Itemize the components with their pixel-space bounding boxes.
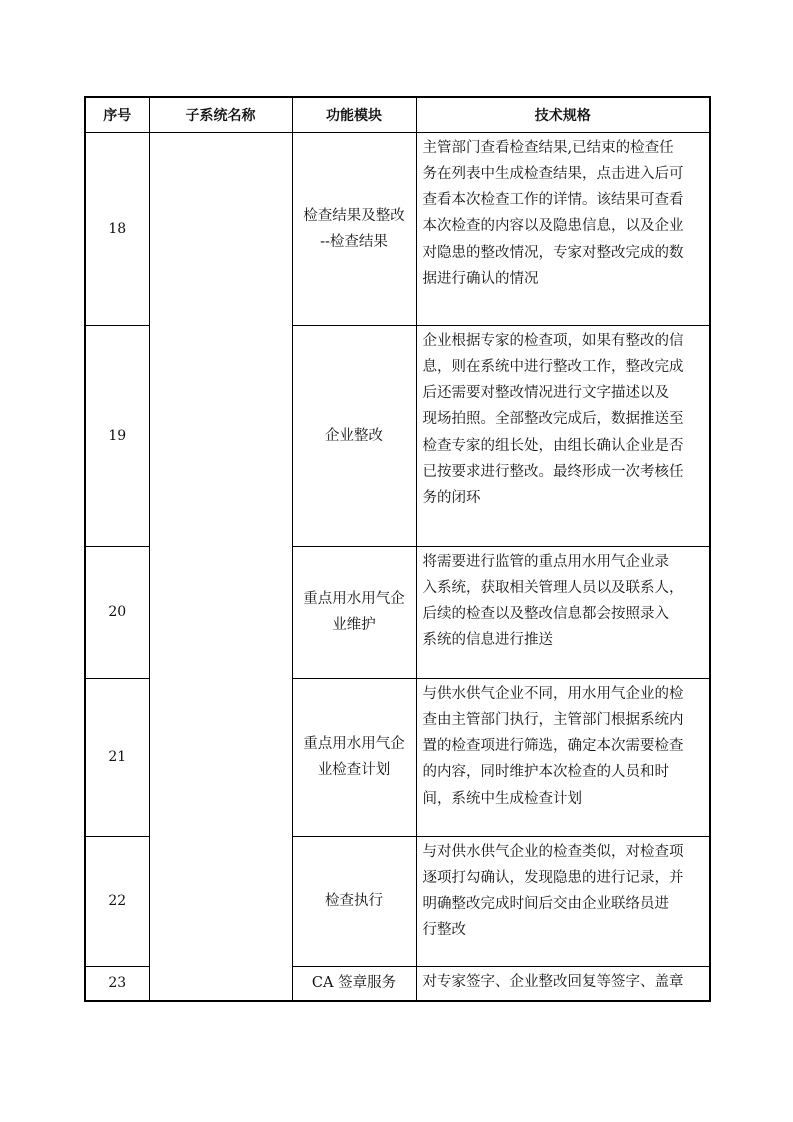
header-subsystem: 子系统名称 [149,97,292,132]
spec-cell [416,546,710,678]
table-header-row [85,97,710,132]
row-index: 22 [85,836,149,966]
header-index: 序号 [85,97,149,132]
spec-line: 务在列表中生成检查结果，点击进入后可 [422,165,684,182]
row-index: 20 [85,546,149,678]
spec-line: 已按要求进行整改。最终形成一次考核任 [422,463,684,480]
spec-cell [416,678,710,836]
spec-line: 企业根据专家的检查项，如果有整改的信 [422,332,684,349]
spec-line: 入系统，获取相关管理人员以及联系人， [422,579,684,596]
spec-line: 息，则在系统中进行整改工作，整改完成 [422,358,684,375]
row-index: 21 [85,678,149,836]
spec-line: 检查专家的组长处，由组长确认企业是否 [422,437,684,454]
spec-line: 行整改 [422,922,466,939]
module-line: 重点用水用气企 [303,591,405,607]
spec-line: 系统的信息进行推送 [422,632,553,649]
spec-line: 的内容，同时维护本次检查的人员和时 [422,764,669,781]
spec-line: 与对供水供气企业的检查类似，对检查项 [422,843,684,860]
spec-line: 查由主管部门执行，主管部门根据系统内 [422,711,684,728]
spec-cell [416,325,710,546]
spec-line: 本次检查的内容以及隐患信息，以及企业 [422,218,684,235]
module-line: --检查结果 [320,233,388,250]
module-line: 检查结果及整改 [303,207,405,224]
spec-line: 逐项打勾确认，发现隐患的进行记录，并 [422,869,684,886]
spec-line: 置的检查项进行筛选，确定本次需要检查 [422,738,684,755]
header-spec: 技术规格 [416,97,710,132]
row-index: 23 [85,966,149,1001]
spec-line: 明确整改完成时间后交由企业联络员进 [422,896,669,913]
module-cell [292,546,416,678]
module-line: 业检查计划 [317,762,391,778]
spec-line: 现场拍照。全部整改完成后，数据推送至 [422,411,684,428]
row-index: 18 [85,132,149,325]
module-line: 业维护 [332,617,376,633]
header-module: 功能模块 [292,97,416,132]
spec-line: 务的闭环 [422,490,481,507]
module-cell [292,966,416,1001]
spec-line: 将需要进行监管的重点用水用气企业录 [422,553,669,570]
table-row [85,132,710,325]
spec-line: 后还需要对整改情况进行文字描述以及 [422,385,669,402]
spec-line: 主管部门查看检查结果,已结束的检查任 [422,139,674,156]
spec-line: 查看本次检查工作的详情。该结果可查看 [422,192,684,209]
module-line: 重点用水用气企 [303,736,405,752]
spec-line: 对专家签字、企业整改回复等签字、盖章 [422,973,684,990]
spec-table [84,96,711,1002]
spec-cell [416,966,710,1001]
subsystem-cell [149,132,292,1001]
spec-cell [416,132,710,325]
module-cell [292,325,416,546]
module-line: 企业整改 [325,427,383,444]
module-cell [292,836,416,966]
module-cell [292,132,416,325]
spec-line: 后续的检查以及整改信息都会按照录入 [422,606,669,623]
module-line: 检查执行 [325,893,383,909]
spec-line: 与供水供气企业不同，用水用气企业的检 [422,685,684,702]
spec-line: 间，系统中生成检查计划 [422,790,582,807]
module-cell [292,678,416,836]
spec-cell [416,836,710,966]
row-index: 19 [85,325,149,546]
spec-line: 对隐患的整改情况，专家对整改完成的数 [422,244,684,261]
module-line: CA 签章服务 [311,975,397,992]
spec-line: 据进行确认的情况 [422,270,539,287]
